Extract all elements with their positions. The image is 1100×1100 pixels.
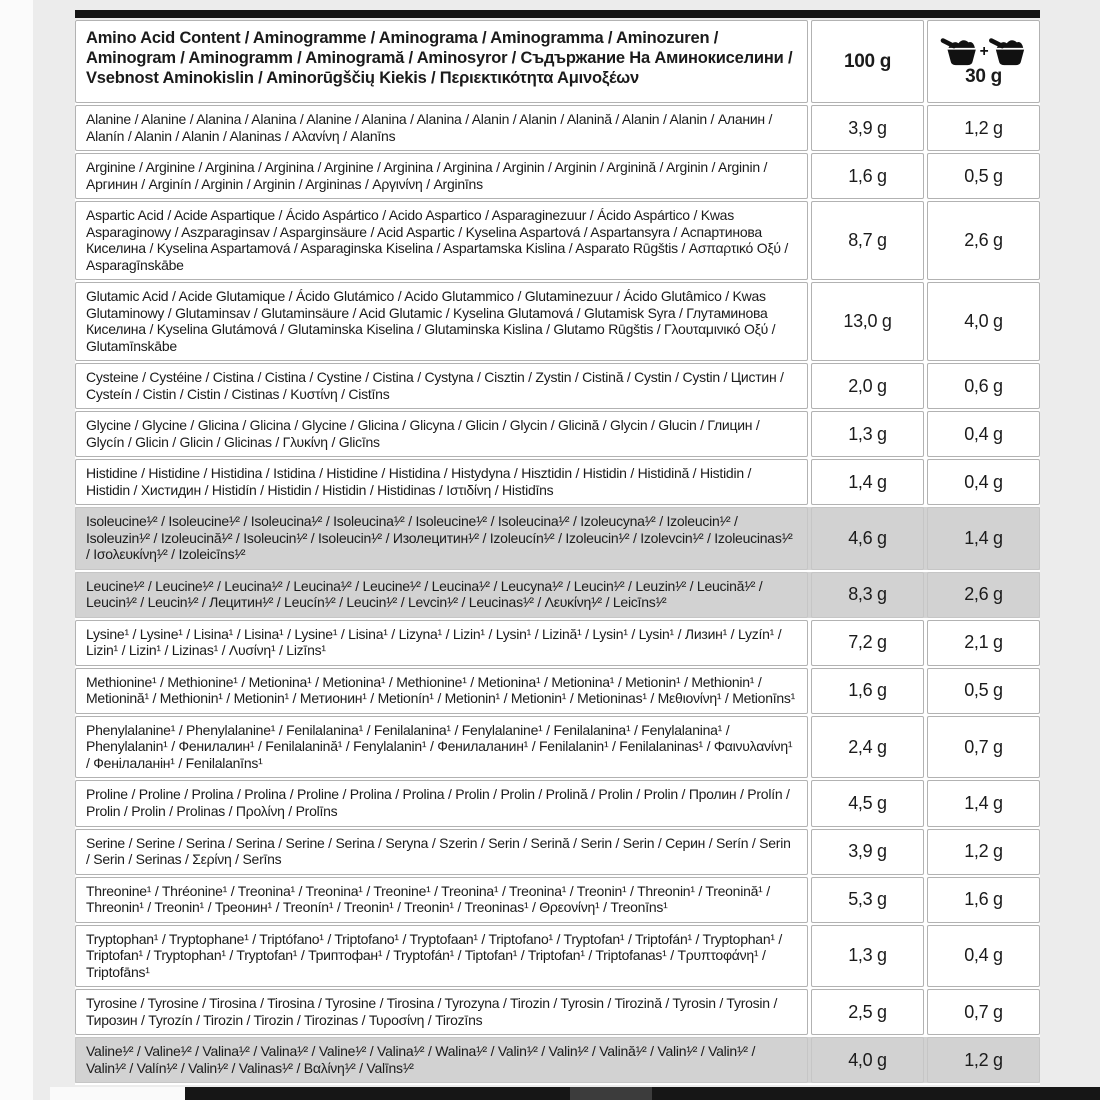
value-per-100g: 2,5 g	[811, 989, 924, 1035]
amino-acid-names: Tyrosine / Tyrosine / Tirosina / Tirosina / Tyrosine / Tirosina / Tyrozyna / Tirozin / Tyrosin / Tirozină / Tyrosin / Tyrosin / Тирозин / Tyrozín / Tirozin / Tirozin / Tirozinas / Τυροσίνη / Tirozīns	[75, 989, 808, 1035]
value-per-serving: 1,6 g	[927, 877, 1040, 923]
table-row	[75, 507, 1040, 570]
amino-acid-names: Alanine / Alanine / Alanina / Alanina / Alanine / Alanina / Alanina / Alanin / Alanin / Alanină / Alanin / Alanin / Аланин / Alanín / Alanin / Alanin / Alaninas / Αλανίνη / Alanīns	[75, 105, 808, 151]
value-per-serving: 0,4 g	[927, 459, 1040, 505]
value-per-100g: 1,6 g	[811, 153, 924, 199]
amino-acid-table	[75, 10, 1040, 1085]
amino-acid-names: Threonine¹ / Thréonine¹ / Treonina¹ / Treonina¹ / Treonine¹ / Treonina¹ / Treonina¹ / Treonin¹ / Threonin¹ / Treonină¹ / Threonin¹ / Treonin¹ / Треонин¹ / Treonín¹ / Treonin¹ / Treonin¹ / Treoninas¹ / Θρεονίνη¹ / Treonīns¹	[75, 877, 808, 923]
value-per-serving: 1,2 g	[927, 829, 1040, 875]
value-per-100g: 8,3 g	[811, 572, 924, 618]
value-per-100g: 1,4 g	[811, 459, 924, 505]
value-per-100g: 1,3 g	[811, 411, 924, 457]
amino-acid-names: Glycine / Glycine / Glicina / Glicina / Glycine / Glicina / Glicyna / Glicin / Glycin / Glicină / Glycin / Glucin / Глицин / Glycín / Glicin / Glicin / Glicinas / Γλυκίνη / Glicīns	[75, 411, 808, 457]
table-row	[75, 411, 1040, 457]
table-header-row	[75, 20, 1040, 103]
table-row	[75, 201, 1040, 280]
table-row	[75, 459, 1040, 505]
table-title: Amino Acid Content / Aminogramme / Aminograma / Aminogramma / Aminozuren / Aminogram / Aminogramm / Aminogramă / Aminosyror / Съдържание На Аминокиселини / Vsebnost Aminokislin / Aminorūgščių Kiekis / Περιεκτικότητα Αμινοξέων	[75, 20, 808, 103]
table-row	[75, 668, 1040, 714]
table-row	[75, 716, 1040, 779]
scoop-icon	[991, 40, 1024, 65]
amino-acid-names: Isoleucine¹⁄² / Isoleucine¹⁄² / Isoleucina¹⁄² / Isoleucina¹⁄² / Isoleucine¹⁄² / Isoleucina¹⁄² / Izoleucyna¹⁄² / Izoleucin¹⁄² / Isoleuzin¹⁄² / Izoleucină¹⁄² / Isoleucin¹⁄² / Isoleucin¹⁄² / Изолецитин¹⁄² / Izoleucín¹⁄² / Izoleucin¹⁄² / Izolevcin¹⁄² / Izoleucinas¹⁄² / Ισολευκίνη¹⁄² / Izoleicīns¹⁄²	[75, 507, 808, 570]
value-per-serving: 1,4 g	[927, 507, 1040, 570]
amino-acid-names: Cysteine / Cystéine / Cistina / Cistina / Cystine / Cistina / Cystyna / Cisztin / Zystin / Cistină / Cystin / Cystin / Цистин / Cysteín / Cistin / Cistin / Cistinas / Κυστίνη / Cistīns	[75, 363, 808, 409]
value-per-100g: 4,6 g	[811, 507, 924, 570]
table-row	[75, 105, 1040, 151]
table-row	[75, 925, 1040, 988]
table-row	[75, 877, 1040, 923]
table-row	[75, 989, 1040, 1035]
value-per-serving: 0,5 g	[927, 153, 1040, 199]
column-header-serving	[927, 20, 1040, 103]
amino-acid-names: Serine / Serine / Serina / Serina / Serine / Serina / Seryna / Szerin / Serin / Serină / Serin / Serin / Серин / Serín / Serin / Serin / Serinas / Σερίνη / Serīns	[75, 829, 808, 875]
value-per-100g: 4,0 g	[811, 1037, 924, 1083]
value-per-serving: 0,6 g	[927, 363, 1040, 409]
value-per-serving: 4,0 g	[927, 282, 1040, 361]
table-row	[75, 282, 1040, 361]
amino-acid-names: Tryptophan¹ / Tryptophane¹ / Triptófano¹ / Triptofano¹ / Tryptofaan¹ / Triptofano¹ / Tryptofan¹ / Triptofán¹ / Tryptophan¹ / Triptofan¹ / Tryptophan¹ / Tryptofan¹ / Триптофан¹ / Tryptofán¹ / Tiptofan¹ / Triptofan¹ / Triptofanas¹ / Τρυπτοφάνη¹ / Triptofāns¹	[75, 925, 808, 988]
value-per-100g: 1,3 g	[811, 925, 924, 988]
amino-table-body	[75, 20, 1040, 1085]
value-per-100g: 13,0 g	[811, 282, 924, 361]
value-per-serving: 1,2 g	[927, 105, 1040, 151]
scoop-plus-scoop-icon	[940, 36, 1028, 67]
value-per-100g: 1,6 g	[811, 668, 924, 714]
value-per-serving: 2,1 g	[927, 620, 1040, 666]
value-per-100g: 2,4 g	[811, 716, 924, 779]
serving-size-label: 30 g	[965, 65, 1002, 87]
table-row	[75, 363, 1040, 409]
table-top-border	[75, 10, 1040, 18]
value-per-100g: 8,7 g	[811, 201, 924, 280]
value-per-serving: 0,5 g	[927, 668, 1040, 714]
value-per-serving: 1,4 g	[927, 780, 1040, 826]
value-per-100g: 3,9 g	[811, 105, 924, 151]
amino-acid-names: Histidine / Histidine / Histidina / Istidina / Histidine / Histidina / Histydyna / Hisztidin / Histidin / Histidină / Histidin / Histidin / Хистидин / Histidín / Histidin / Histidin / Histidinas / Ιστιδίνη / Histidīns	[75, 459, 808, 505]
value-per-serving: 2,6 g	[927, 572, 1040, 618]
scoop-icon	[942, 40, 975, 65]
value-per-serving: 0,4 g	[927, 925, 1040, 988]
svg-text:+: +	[979, 42, 988, 60]
amino-acid-names: Phenylalanine¹ / Phenylalanine¹ / Fenilalanina¹ / Fenilalanina¹ / Fenylalanine¹ / Fenilalanina¹ / Fenylalanina¹ / Phenylalanin¹ / Фенилалин¹ / Fenilalanină¹ / Fenylalanin¹ / Фенилаланин¹ / Fenilalanin¹ / Fenilalaninas¹ / Φαινυλανίνη¹ / Фенілаланін¹ / Fenilalanīns¹	[75, 716, 808, 779]
value-per-100g: 2,0 g	[811, 363, 924, 409]
value-per-100g: 4,5 g	[811, 780, 924, 826]
value-per-100g: 7,2 g	[811, 620, 924, 666]
amino-acid-names: Aspartic Acid / Acide Aspartique / Ácido Aspártico / Acido Aspartico / Asparaginezuur / Ácido Aspártico / Kwas Asparaginowy / Aszparaginsav / Asparginsäure / Acid Aspartic / Kyselina Aspartová / Aspartansyra / Аспартинова Киселина / Kyselina Aspartamová / Asparaginska Kiselina / Aspartamska Kislina / Asparato Rūgštis / Ασπαρτικό Οξύ / Asparagīnskābe	[75, 201, 808, 280]
table-row	[75, 572, 1040, 618]
value-per-100g: 3,9 g	[811, 829, 924, 875]
value-per-serving: 1,2 g	[927, 1037, 1040, 1083]
amino-acid-names: Lysine¹ / Lysine¹ / Lisina¹ / Lisina¹ / Lysine¹ / Lisina¹ / Lizyna¹ / Lizin¹ / Lysin¹ / Lizină¹ / Lysin¹ / Lysin¹ / Лизин¹ / Lyzín¹ / Lizin¹ / Lizin¹ / Lizinas¹ / Λυσίνη¹ / Lizīns¹	[75, 620, 808, 666]
bottom-edge-white	[50, 1087, 185, 1100]
value-per-100g: 5,3 g	[811, 877, 924, 923]
amino-acid-names: Methionine¹ / Methionine¹ / Metionina¹ / Metionina¹ / Methionine¹ / Metionina¹ / Metionina¹ / Metionin¹ / Methionin¹ / Metionină¹ / Methionin¹ / Metionin¹ / Метионин¹ / Metionín¹ / Metionin¹ / Metionin¹ / Metioninas¹ / Μεθιονίνη¹ / Metionīns¹	[75, 668, 808, 714]
value-per-serving: 0,4 g	[927, 411, 1040, 457]
page-left-margin	[0, 0, 33, 1100]
column-header-100g: 100 g	[811, 20, 924, 103]
amino-acid-names: Arginine / Arginine / Arginina / Arginina / Arginine / Arginina / Arginina / Arginin / Arginin / Arginină / Arginin / Arginin / Аргинин / Arginín / Arginin / Arginin / Argininas / Αργινίνη / Arginīns	[75, 153, 808, 199]
amino-acid-names: Valine¹⁄² / Valine¹⁄² / Valina¹⁄² / Valina¹⁄² / Valine¹⁄² / Valina¹⁄² / Walina¹⁄² / Valin¹⁄² / Valin¹⁄² / Valină¹⁄² / Valin¹⁄² / Valin¹⁄² / Valin¹⁄² / Valín¹⁄² / Valin¹⁄² / Valinas¹⁄² / Βαλίνη¹⁄² / Valīns¹⁄²	[75, 1037, 808, 1083]
table-row	[75, 620, 1040, 666]
value-per-serving: 2,6 g	[927, 201, 1040, 280]
bottom-edge-gray-segment	[570, 1087, 652, 1100]
table-row	[75, 1037, 1040, 1083]
table-row	[75, 829, 1040, 875]
value-per-serving: 0,7 g	[927, 989, 1040, 1035]
table-row	[75, 153, 1040, 199]
amino-acid-names: Proline / Proline / Prolina / Prolina / Proline / Prolina / Prolina / Prolin / Prolin / Prolină / Prolin / Prolin / Пролин / Prolín / Prolin / Prolin / Prolinas / Προλίνη / Prolīns	[75, 780, 808, 826]
amino-acid-names: Leucine¹⁄² / Leucine¹⁄² / Leucina¹⁄² / Leucina¹⁄² / Leucine¹⁄² / Leucina¹⁄² / Leucyna¹⁄² / Leucin¹⁄² / Leuzin¹⁄² / Leucină¹⁄² / Leucin¹⁄² / Leucin¹⁄² / Лецитин¹⁄² / Leucín¹⁄² / Leucin¹⁄² / Levcin¹⁄² / Leucinas¹⁄² / Λευκίνη¹⁄² / Leicīns¹⁄²	[75, 572, 808, 618]
table-row	[75, 780, 1040, 826]
value-per-serving: 0,7 g	[927, 716, 1040, 779]
amino-acid-names: Glutamic Acid / Acide Glutamique / Ácido Glutámico / Acido Glutammico / Glutaminezuur / Ácido Glutâmico / Kwas Glutaminowy / Glutaminsav / Glutaminsäure / Acid Glutamic / Kyselina Glutamová / Glutamisk Syra / Глутаминова Киселина / Kyselina Glutámová / Glutaminska Kiselina / Glutaminska Kislina / Glutamo Rūgštis / Γλουταμινικό Οξύ / Glutamīnskābe	[75, 282, 808, 361]
